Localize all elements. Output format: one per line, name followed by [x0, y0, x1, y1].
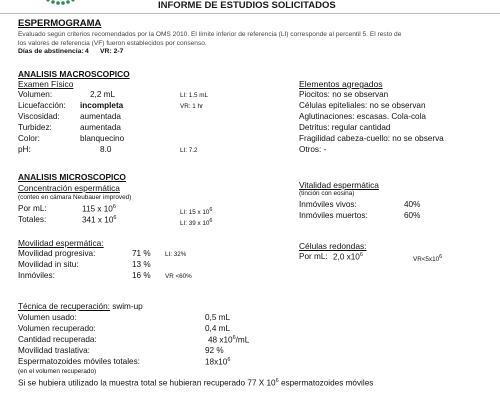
- round-cells-value: 2,0 $x10^6$: [333, 252, 363, 262]
- section-title: ESPERMOGRAMA: [18, 18, 102, 29]
- ph-value: 8.0: [100, 145, 112, 154]
- conc-total-reference: LI: 39 x $10^6$: [180, 218, 213, 228]
- volume-reference: LI: 1.5 mL: [180, 92, 209, 99]
- recovery-technique: Técnica de recuperación: swim-up: [18, 302, 143, 311]
- round-cells-reference: $VR<5x10^6$: [413, 254, 443, 264]
- conc-per-ml-label: Por mL:: [18, 204, 47, 213]
- concentration-title: Concentración espermática: [18, 183, 120, 193]
- vitality-note: (tinción con eosina): [299, 190, 355, 197]
- recovery-motility-label: Movilidad traslativa:: [18, 346, 90, 355]
- conc-per-ml-value: 115 x $10^6$: [82, 204, 116, 214]
- aggregates-title: Elementos agregados: [299, 79, 383, 89]
- aggregate-item: Células epiteliales: no se observan: [299, 101, 426, 110]
- motility-progressive-value: 71 %: [132, 249, 151, 258]
- concentration-note: (conteo en cámara Neubauer improved): [18, 194, 132, 201]
- lab-logo-icon: [42, 0, 82, 8]
- round-cells-label: Por mL:: [299, 252, 328, 261]
- aggregate-item: Aglutinaciones: escasas. Cola-cola: [299, 112, 426, 121]
- motility-in-situ-value: 13 %: [132, 260, 151, 269]
- viscosity-value: aumentada: [80, 112, 121, 121]
- recovery-motile-total-value: $18x10^6$: [205, 357, 231, 367]
- recovery-sub-note: (en el volumen recuperado): [18, 368, 97, 375]
- color-value: blanquecino: [80, 134, 125, 143]
- vitality-dead-label: Inmóviles muertos:: [299, 211, 368, 220]
- recovery-volume-used-label: Volumen usado:: [18, 313, 77, 322]
- round-cells-title: Células redondas:: [299, 241, 367, 251]
- turbidity-value: aumentada: [80, 123, 121, 132]
- abstinence-label: Días de abstinencia:: [18, 48, 84, 55]
- vitality-alive-value: 40%: [404, 200, 421, 209]
- conc-total-value: 341 x $10^6$: [82, 215, 117, 225]
- header-divider: [0, 13, 500, 14]
- aggregate-item: Piocitos: no se observan: [299, 90, 389, 99]
- recovery-volume-used-value: 0,5 mL: [205, 313, 231, 322]
- conc-per-ml-reference: LI: 15 x $10^6$: [180, 207, 213, 217]
- abstinence-value: 4: [85, 48, 89, 55]
- aggregate-item: Fragilidad cabeza-cuello: no se observa: [299, 134, 444, 143]
- motility-progressive-reference: LI: 32%: [165, 251, 187, 258]
- criteria-note-line-1: Evaluado según criterios recomendados por la OMS 2010. El límite inferior de referencia (LI) corresponde al percentil 5. El resto de: [18, 31, 402, 38]
- recovery-conclusion: Si se hubiera utilizado la muestra total se hubieran recuperado 77 X $10^6$ espermatozoides móviles: [18, 378, 374, 388]
- ph-reference: LI: 7.2: [180, 147, 198, 154]
- criteria-note-line-2: los valores de referencia (VF) fueron establecidos por consenso.: [18, 40, 207, 47]
- abstinence-reference: VR: 2-7: [100, 48, 124, 55]
- motility-immotile-reference: VR <60%: [165, 273, 192, 280]
- conc-total-label: Totales:: [18, 215, 47, 224]
- color-label: Color:: [18, 134, 40, 143]
- macro-title: ANALISIS MACROSCOPICO: [18, 69, 130, 79]
- volume-value: 2,2 mL: [90, 90, 116, 99]
- motility-title: Movilidad espermática:: [18, 238, 104, 248]
- recovery-volume-recovered-value: 0,4 mL: [205, 324, 231, 333]
- vitality-dead-value: 60%: [404, 211, 421, 220]
- turbidity-label: Turbidez:: [18, 123, 52, 132]
- recovery-motile-total-label: Espermatozoides móviles totales:: [18, 357, 140, 366]
- recovery-volume-recovered-label: Volumen recuperado:: [18, 324, 96, 333]
- report-title: INFORME DE ESTUDIOS SOLICITADOS: [158, 0, 336, 11]
- recovery-amount-value: 48 $x10^6/mL$: [208, 335, 250, 345]
- liquefaction-label: Licuefacción:: [18, 101, 66, 110]
- motility-immotile-value: 16 %: [132, 271, 151, 280]
- aggregate-item: Otros: -: [299, 145, 327, 154]
- volume-label: Volumen:: [18, 90, 53, 99]
- motility-in-situ-label: Movilidad in situ:: [18, 260, 79, 269]
- vitality-title: Vitalidad espermática: [299, 180, 379, 190]
- liquefaction-value: incompleta: [80, 101, 124, 110]
- aggregate-item: Detritus: regular cantidad: [299, 123, 391, 132]
- ph-label: pH:: [18, 145, 31, 154]
- liquefaction-reference: VR: 1 hr: [180, 103, 204, 110]
- recovery-amount-label: Cantidad recuperada:: [18, 335, 97, 344]
- micro-title: ANALISIS MICROSCOPICO: [18, 172, 126, 182]
- motility-immotile-label: Inmóviles:: [18, 271, 55, 280]
- recovery-motility-value: 92 %: [205, 346, 224, 355]
- motility-progressive-label: Movilidad progresiva:: [18, 249, 96, 258]
- exam-physical-title: Examen Físico: [18, 79, 74, 89]
- vitality-alive-label: Inmóviles vivos:: [299, 200, 357, 209]
- viscosity-label: Viscosidad:: [18, 112, 60, 121]
